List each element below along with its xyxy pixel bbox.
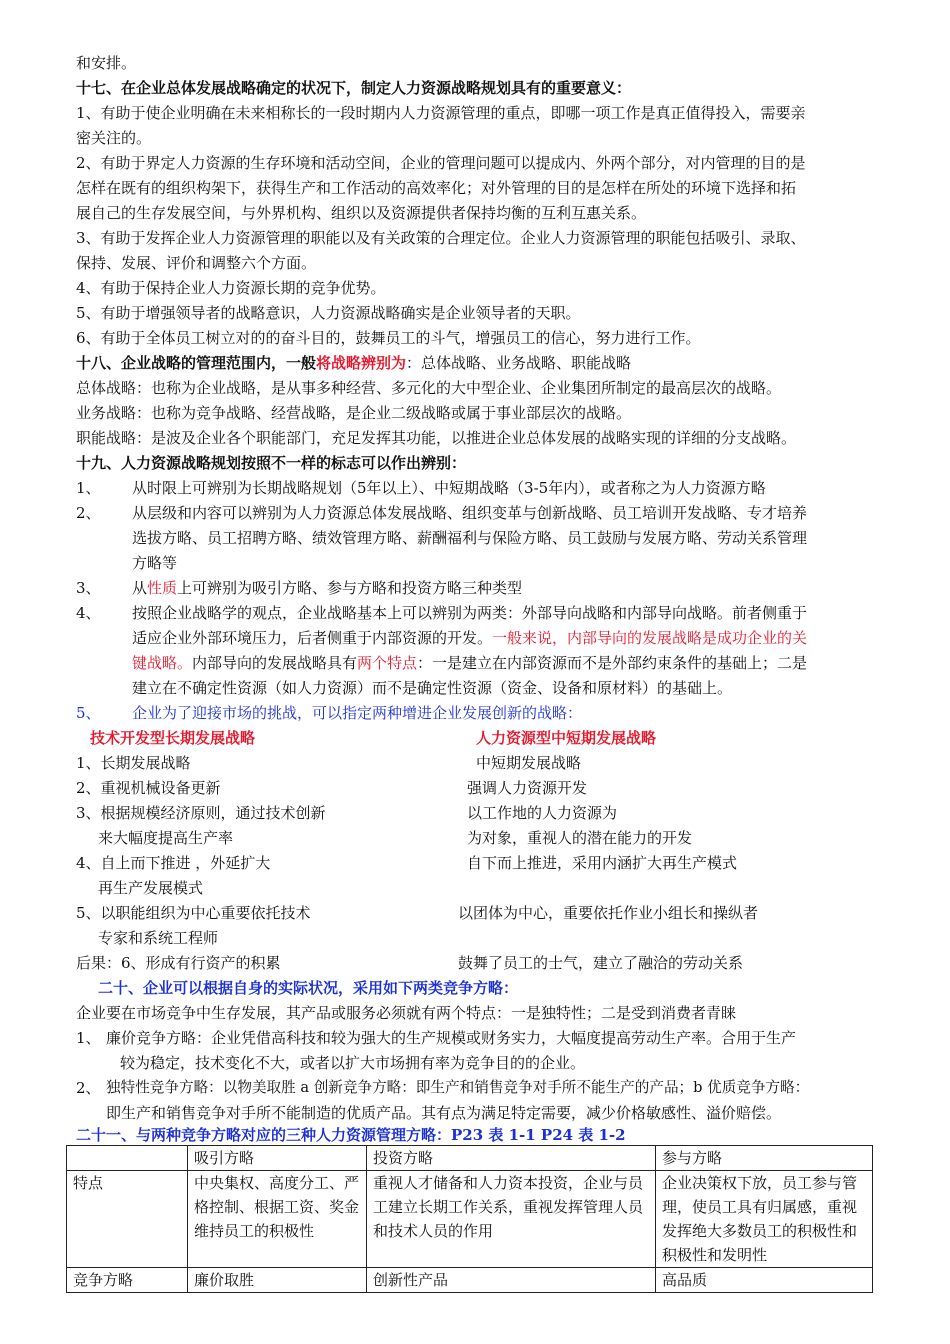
- table-cell: 中央集权、高度分工、严格控制、根据工资、奖金维持员工的积极性: [188, 1171, 367, 1268]
- text-line: 方略等: [132, 554, 178, 572]
- heading-17: 十七、在企业总体发展战略确定的状况下，制定人力资源战略规划具有的重要意义：: [76, 79, 632, 97]
- text-line: 3、根据规模经济原则，通过技术创新: [76, 804, 326, 822]
- text-part: ：一是建立在内部资源而不是外部约束条件的基础上；二是: [417, 654, 808, 672]
- table-cell: 参与方略: [656, 1146, 873, 1171]
- text-line: 保持、发展、评价和调整六个方面。: [76, 254, 317, 272]
- text-line: 中短期发展战略: [476, 754, 582, 772]
- text-line: 按照企业战略学的观点，企业战略基本上可以辨别为两类：外部导向战略和内部导向战略。前者侧重于: [132, 604, 808, 622]
- table-cell: 高品质: [656, 1268, 873, 1293]
- text-line: [132, 577, 522, 599]
- text-line: 以团体为中心，重要依托作业小组长和操纵者: [458, 904, 759, 922]
- list-number: 2、: [76, 1079, 101, 1097]
- heading-18-highlight: 将战略辨别为: [316, 354, 407, 372]
- text-highlight: 键战略。: [132, 654, 193, 672]
- heading-18: [76, 352, 631, 374]
- table-cell: 投资方略: [367, 1146, 656, 1171]
- table-cell: [67, 1146, 188, 1171]
- text-highlight: 性质: [147, 579, 178, 597]
- text-line: 从时限上可辨别为长期战略规划（5年以上）、中短期战略（3-5年内），或者称之为人力资源方略: [132, 479, 766, 497]
- text-line: 怎样在既有的组织构架下，获得生产和工作活动的高效率化；对外管理的目的是怎样在所处的环境下选择和拓: [76, 179, 797, 197]
- text-line: 较为稳定，技术变化不大，或者以扩大市场拥有率为竞争目的的企业。: [120, 1054, 586, 1072]
- text-line: 鼓舞了员工的士气，建立了融洽的劳动关系: [458, 954, 744, 972]
- text-line: 5、以职能组织为中心重要依托技术: [76, 904, 311, 922]
- text-line: 建立在不确定性资源（如人力资源）而不是确定性资源（资金、设备和原材料）的基础上。: [132, 679, 733, 697]
- text-line: 2、有助于界定人力资源的生存环境和活动空间，企业的管理问题可以提成内、外两个部分，对内管理的目的是: [76, 154, 806, 172]
- text-part: 上可辨别为吸引方略、参与方略和投资方略三种类型: [177, 579, 523, 597]
- list-number: 4、: [76, 604, 101, 622]
- text-line: 业务战略：也称为竞争战略、经营战略，是企业二级战略或属于事业部层次的战略。: [76, 404, 632, 422]
- strategy-table: [66, 1145, 873, 1293]
- text-line: 自下而上推进，采用内涵扩大再生产模式: [467, 854, 738, 872]
- text-line: 1、有助于使企业明确在未来相称长的一段时期内人力资源管理的重点，即哪一项工作是真正值得投入，需要亲: [76, 104, 806, 122]
- list-number: 5、: [76, 704, 101, 722]
- list-number: 3、: [76, 579, 101, 597]
- text-highlight: 两个特点: [357, 654, 418, 672]
- text-line: 从层级和内容可以辨别为人力资源总体发展战略、组织变革与创新战略、员工培训开发战略、专才培养: [132, 504, 808, 522]
- text-line: 专家和系统工程师: [98, 929, 219, 947]
- heading-21: 二十一、与两种竞争方略对应的三种人力资源管理方略：P23 表 1-1 P24 表 1-2: [76, 1126, 626, 1144]
- text-line: 密关注的。: [76, 129, 152, 147]
- text-line: 为对象，重视人的潜在能力的开发: [467, 829, 693, 847]
- text-line: 廉价竞争方略：企业凭借高科技和较为强大的生产规模或财务实力，大幅度提高劳动生产率。合用于生产: [106, 1029, 797, 1047]
- column-heading-left: 技术开发型长期发展战略: [90, 729, 256, 747]
- text-line: 展自己的生存发展空间，与外界机构、组织以及资源提供者保持均衡的互利互惠关系。: [76, 204, 647, 222]
- text-line: 再生产发展模式: [98, 879, 204, 897]
- text-line: 强调人力资源开发: [467, 779, 588, 797]
- text-part: 适应企业外部环境压力，后者侧重于内部资源的开发。: [132, 629, 493, 647]
- table-row: [67, 1171, 873, 1268]
- list-number: 1、: [76, 479, 101, 497]
- text-line: 职能战略：是波及企业各个职能部门，充足发挥其功能，以推进企业总体发展的战略实现的详细的分支战略。: [76, 429, 797, 447]
- list-number: 1、: [76, 1029, 101, 1047]
- text-part: 从: [132, 579, 148, 597]
- text-line: [132, 652, 807, 674]
- text-line: 独特性竞争方略：以物美取胜 a 创新竞争方略：即生产和销售竞争对手所不能生产的产品；b 优质竞争方略：: [106, 1079, 810, 1096]
- list-number: 2、: [76, 504, 101, 522]
- table-cell: 重视人才储备和人力资本投资，企业与员工建立长期工作关系，重视发挥管理人员和技术人员的作用: [367, 1171, 656, 1268]
- text-part: 内部导向的发展战略具有: [192, 654, 358, 672]
- table-cell: 吸引方略: [188, 1146, 367, 1171]
- text-line: [132, 627, 807, 649]
- table-cell: 创新性产品: [367, 1268, 656, 1293]
- table-cell: 企业决策权下放，员工参与管理，使员工具有归属感，重视发挥绝大多数员工的积极性和积极性和发明性: [656, 1171, 873, 1268]
- table-row: [67, 1268, 873, 1293]
- text-line: 总体战略：也称为企业战略，是从事多种经营、多元化的大中型企业、企业集团所制定的最高层次的战略。: [76, 379, 782, 397]
- text-line: 2、重视机械设备更新: [76, 779, 221, 797]
- heading-20: 二十、企业可以根据自身的实际状况，采用如下两类竞争方略：: [98, 979, 519, 997]
- table-cell: 廉价取胜: [188, 1268, 367, 1293]
- table-cell: 竞争方略: [67, 1268, 188, 1293]
- text-line: 6、有助于全体员工树立对的的奋斗目的，鼓舞员工的斗气，增强员工的信心，努力进行工作。: [76, 329, 701, 347]
- text-line: 企业为了迎接市场的挑战，可以指定两种增进企业发展创新的战略：: [132, 704, 583, 722]
- text-highlight: 一般来说，内部导向的发展战略是成功企业的关: [492, 629, 808, 647]
- table-cell: 特点: [67, 1171, 188, 1268]
- column-heading-right: 人力资源型中短期发展战略: [476, 729, 657, 747]
- text-line: 选拔方略、员工招聘方略、绩效管理方略、薪酬福利与保险方略、员工鼓励与发展方略、劳动关系管理: [132, 529, 808, 547]
- text-line: 5、有助于增强领导者的战略意识，人力资源战略确实是企业领导者的天职。: [76, 304, 581, 322]
- table-header-row: [67, 1146, 873, 1171]
- text-line: 1、长期发展战略: [76, 754, 191, 772]
- text-line: 企业要在市场竞争中生存发展，其产品或服务必须就有两个特点：一是独特性；二是受到消费者青睐: [76, 1004, 737, 1022]
- heading-18-part: 十八、企业战略的管理范围内，一般: [76, 354, 317, 372]
- heading-19: 十九、人力资源战略规划按照不一样的标志可以作出辨别：: [76, 454, 467, 472]
- text-line: 3、有助于发挥企业人力资源管理的职能以及有关政策的合理定位。企业人力资源管理的职能包括吸引、录取、: [76, 229, 806, 247]
- text-line: 来大幅度提高生产率: [98, 829, 234, 847]
- text-line: 4、自上而下推进 ，外延扩大: [76, 854, 271, 872]
- text-line: 4、有助于保持企业人力资源长期的竞争优势。: [76, 279, 386, 297]
- text-line: 以工作地的人力资源为: [467, 804, 618, 822]
- text-line: 即生产和销售竞争对手所不能制造的优质产品。其有点为满足特定需要，减少价格敏感性、溢价赔偿。: [106, 1104, 782, 1122]
- heading-18-part: ：总体战略、业务战略、职能战略: [406, 354, 632, 372]
- text-line: 和安排。: [76, 54, 137, 72]
- text-line: 后果：6、形成有行资产的积累: [76, 954, 281, 972]
